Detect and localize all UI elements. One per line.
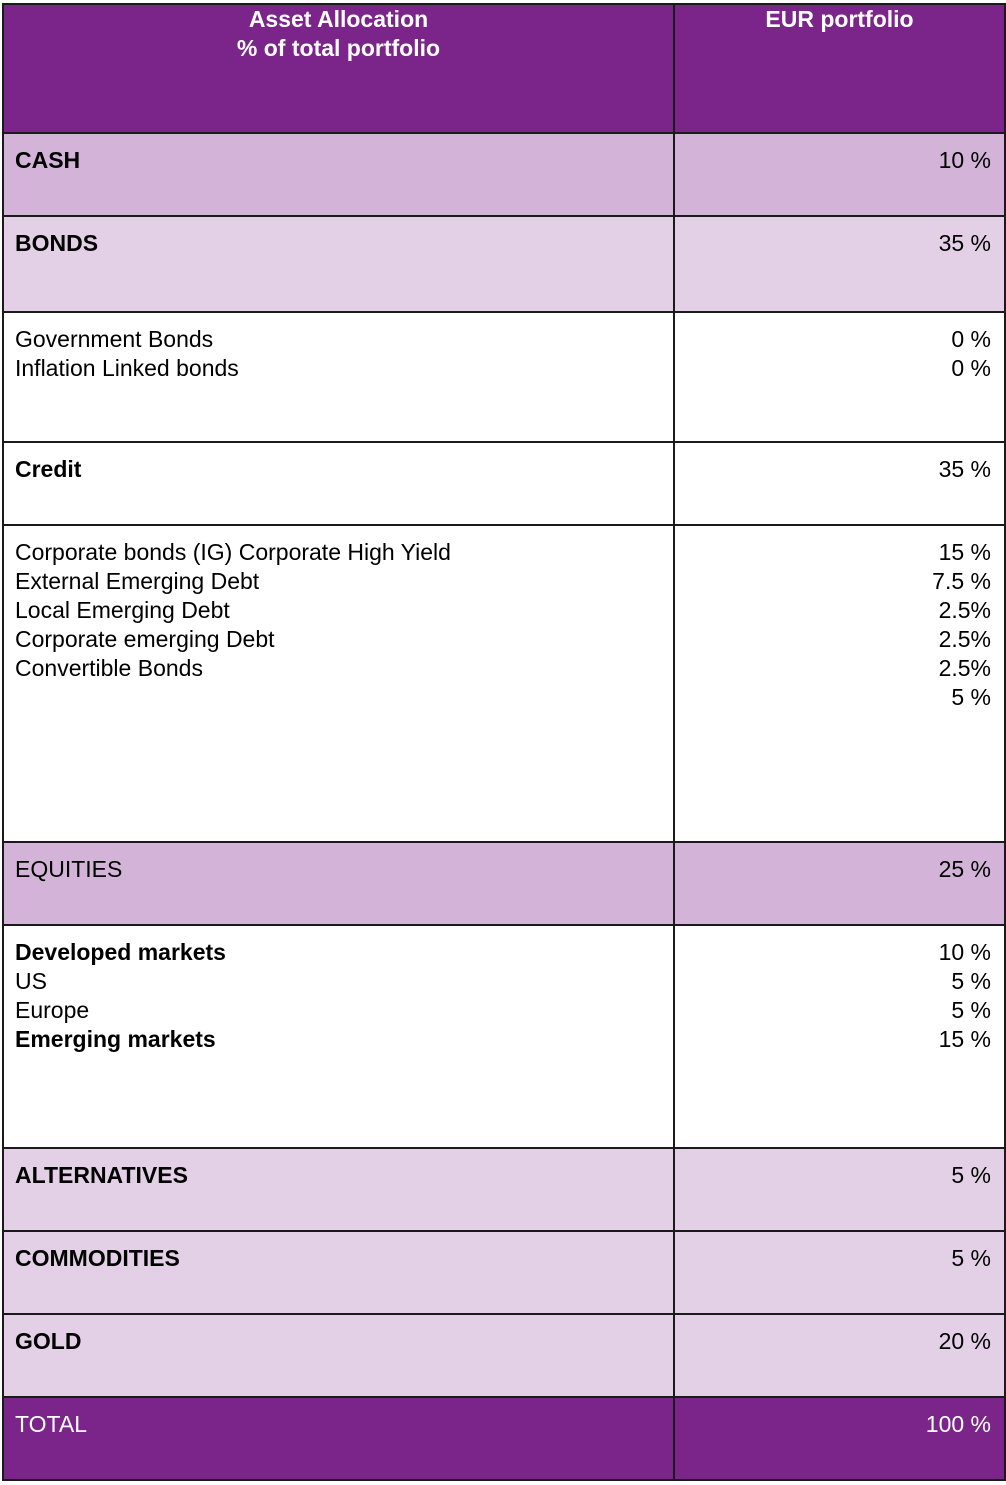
inflation-linked-bonds-label: Inflation Linked bonds (15, 355, 239, 381)
row-equities (3, 842, 1005, 925)
government-bonds-label: Government Bonds (15, 326, 214, 352)
header-eur-portfolio (674, 4, 1005, 133)
credit-label: Credit (3, 442, 674, 525)
gold-label: GOLD (3, 1314, 674, 1397)
row-gold (3, 1314, 1005, 1397)
header-subtitle: % of total portfolio (236, 35, 441, 61)
credit-detail-values (674, 525, 1005, 842)
equities-value: 25 % (674, 842, 1005, 925)
row-alternatives (3, 1148, 1005, 1231)
gold-value: 20 % (674, 1314, 1005, 1397)
credit-value: 35 % (674, 442, 1005, 525)
equities-detail-labels (3, 925, 674, 1148)
credit-detail-labels (3, 525, 674, 842)
local-emerging-debt-label: Local Emerging Debt (15, 597, 230, 623)
alternatives-label: ALTERNATIVES (3, 1148, 674, 1231)
row-credit-detail (3, 525, 1005, 842)
europe-value: 5 % (951, 997, 991, 1023)
govt-values (674, 312, 1005, 442)
europe-label: Europe (15, 997, 90, 1023)
us-label: US (15, 968, 47, 994)
header-title: Asset Allocation (248, 6, 429, 32)
header-portfolio-title: EUR portfolio (765, 6, 914, 32)
emerging-markets-value: 15 % (938, 1026, 991, 1052)
bonds-label: BONDS (3, 216, 674, 312)
credit-detail-value: 2.5% (938, 597, 991, 623)
credit-detail-value: 5 % (951, 684, 991, 710)
credit-detail-value: 15 % (938, 539, 991, 565)
commodities-label: COMMODITIES (3, 1231, 674, 1314)
row-credit (3, 442, 1005, 525)
external-emerging-debt-label: External Emerging Debt (15, 568, 260, 594)
emerging-markets-label: Emerging markets (15, 1026, 216, 1052)
convertible-bonds-label: Convertible Bonds (15, 655, 203, 681)
bonds-value: 35 % (674, 216, 1005, 312)
total-label: TOTAL (3, 1397, 674, 1480)
credit-detail-value: 7.5 % (932, 568, 991, 594)
credit-detail-value: 2.5% (938, 655, 991, 681)
inflation-linked-bonds-value: 0 % (951, 355, 991, 381)
corporate-emerging-debt-label: Corporate emerging Debt (15, 626, 275, 652)
equities-detail-values (674, 925, 1005, 1148)
cash-label: CASH (3, 133, 674, 216)
developed-markets-label: Developed markets (15, 939, 226, 965)
govt-labels (3, 312, 674, 442)
row-commodities (3, 1231, 1005, 1314)
header-row (3, 4, 1005, 133)
header-asset-allocation (3, 4, 674, 133)
cash-value: 10 % (674, 133, 1005, 216)
government-bonds-value: 0 % (951, 326, 991, 352)
asset-allocation-table (2, 3, 1006, 1481)
row-total (3, 1397, 1005, 1480)
commodities-value: 5 % (674, 1231, 1005, 1314)
row-government-bonds (3, 312, 1005, 442)
developed-markets-value: 10 % (938, 939, 991, 965)
total-value: 100 % (674, 1397, 1005, 1480)
row-bonds (3, 216, 1005, 312)
credit-detail-value: 2.5% (938, 626, 991, 652)
corporate-bonds-label: Corporate bonds (IG) Corporate High Yield (15, 539, 451, 565)
alternatives-value: 5 % (674, 1148, 1005, 1231)
equities-label: EQUITIES (3, 842, 674, 925)
row-equities-detail (3, 925, 1005, 1148)
row-cash (3, 133, 1005, 216)
us-value: 5 % (951, 968, 991, 994)
